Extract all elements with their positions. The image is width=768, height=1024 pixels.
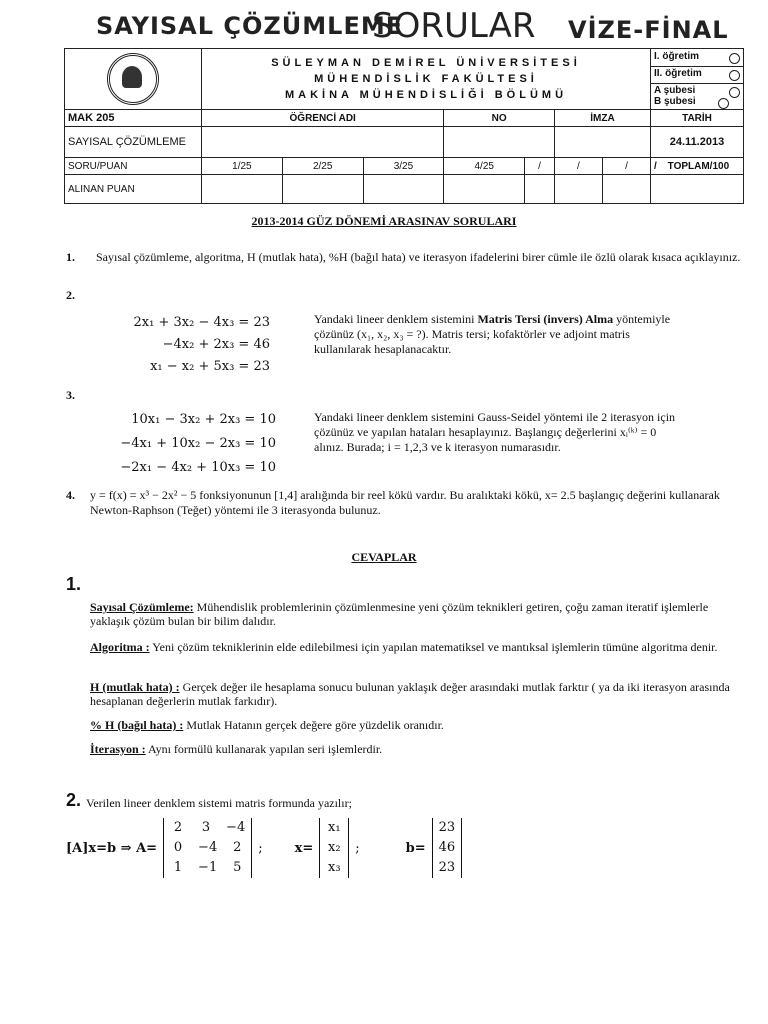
points-cell[interactable] xyxy=(363,175,444,204)
q1-text: Sayısal çözümleme, algoritma, H (mutlak hata), %H (bağıl hata) ve iterasyon ifadelerini birer cümle ile özlü olarak kısaca açıklayınız. xyxy=(96,250,741,264)
university-name: SÜLEYMAN DEMİREL ÜNİVERSİTESİ xyxy=(271,57,581,69)
q3-eq-2: −4x₁ + 10x₂ − 2x₃ = 10 xyxy=(120,436,276,451)
semicolon: ; xyxy=(258,840,263,856)
radio-circle-icon[interactable] xyxy=(729,70,740,81)
points-cell[interactable] xyxy=(651,175,744,204)
no-label: NO xyxy=(444,110,555,127)
radio-circle-icon[interactable] xyxy=(729,53,740,64)
points-cell[interactable] xyxy=(444,175,525,204)
points-cell[interactable] xyxy=(525,175,555,204)
radio-circle-icon[interactable] xyxy=(718,98,729,109)
answers-title: CEVAPLAR xyxy=(351,550,417,564)
vector-x: x₁ x₂ x₃ xyxy=(319,818,349,878)
q3-equations xyxy=(100,408,276,480)
q2-equations xyxy=(110,312,270,378)
score-cell: 3/25 xyxy=(363,158,444,175)
answer-item: H (mutlak hata) : Gerçek değer ile hesaplama sonucu bulunan yaklaşık değer arasındaki mutlak farktır ( ya da iki iterasyon arasında hesaplanan değerlerin mutlak farkıdır). xyxy=(90,680,730,708)
department-name: MAKİNA MÜHENDİSLİĞİ BÖLÜMÜ xyxy=(284,89,568,101)
score-cell: 1/25 xyxy=(202,158,283,175)
score-cell: / xyxy=(602,158,650,175)
q2-text: Yandaki lineer denklem sistemini Matris Tersi (invers) Alma yöntemiyle çözünüz (x₁, x₂, x₃ = ?). Matris tersi; kofaktörler ve adjoint matris kullanılarak hesaplanacaktır. xyxy=(314,312,671,356)
a1-number: 1. xyxy=(66,574,82,594)
q2-eq-3: x₁ − x₂ + 5x₃ = 23 xyxy=(150,359,270,374)
score-cell: 2/25 xyxy=(282,158,363,175)
q3-eq-1: 10x₁ − 3x₂ + 2x₃ = 10 xyxy=(131,412,276,427)
alinan-puan-label: ALINAN PUAN xyxy=(65,175,202,204)
x-label: x= xyxy=(294,840,314,856)
q3-number: 3. xyxy=(66,388,75,402)
answer-item: Sayısal Çözümleme: Mühendislik problemlerinin çözümlenmesine yeni çözüm teknikleri getiren, çoğu zaman iteratif işlemlerle yaklaşık çözüm bulan bir bilim dalıdır. xyxy=(90,600,709,628)
option-3[interactable]: A şubesi B şubesi xyxy=(651,84,744,110)
answer-item: % H (bağıl hata) : Mutlak Hatanın gerçek değere göre yüzdelik oranıdır. xyxy=(90,718,444,732)
answer-item: Algoritma : Yeni çözüm tekniklerinin elde edilebilmesi için yapılan matematiksel ve mantıksal işlemlerin tümüne algoritma denir. xyxy=(90,640,718,654)
course-code: MAK 205 xyxy=(65,110,202,127)
option-1[interactable]: I. öğretim xyxy=(651,49,744,67)
score-cell: / xyxy=(525,158,555,175)
points-cell[interactable] xyxy=(282,175,363,204)
university-logo-icon xyxy=(107,53,159,105)
handwritten-title-2: SORULAR xyxy=(372,6,536,46)
date-label: TARİH xyxy=(651,110,744,127)
university-heading xyxy=(202,49,651,110)
signature-label: İMZA xyxy=(554,110,650,127)
logo-cell xyxy=(65,49,202,110)
a2-number: 2. xyxy=(66,790,82,810)
option-2[interactable]: II. öğretim xyxy=(651,66,744,84)
exam-title: 2013-2014 GÜZ DÖNEMİ ARASINAV SORULARI xyxy=(251,214,517,228)
matrix-lhs: [A]x=b ⇒ A= xyxy=(66,840,158,856)
a2-text: Verilen lineer denklem sistemi matris formunda yazılır; xyxy=(86,796,352,810)
q3-eq-3: −2x₁ − 4x₂ + 10x₃ = 10 xyxy=(120,460,276,475)
score-cell: / xyxy=(554,158,602,175)
semicolon: ; xyxy=(355,840,360,856)
q3-text: Yandaki lineer denklem sistemini Gauss-Seidel yöntemi ile 2 iterasyon için çözünüz ve yapılan hataları hesaplayınız. Başlangıç değerlerini xᵢ⁽ᵏ⁾ = 0 alınız. Burada; i = 1,2,3 ve k iterasyon numarasıdır. xyxy=(314,410,676,454)
q2-eq-2: −4x₂ + 2x₃ = 46 xyxy=(162,337,270,352)
student-name-field[interactable] xyxy=(202,127,444,158)
exam-date: 24.11.2013 xyxy=(651,127,744,158)
handwritten-title-3: VİZE-FİNAL xyxy=(568,16,729,44)
vector-b: 23 46 23 xyxy=(432,818,463,878)
q4-number: 4. xyxy=(66,488,75,502)
points-cell[interactable] xyxy=(602,175,650,204)
no-field[interactable] xyxy=(444,127,555,158)
q2-number: 2. xyxy=(66,288,75,302)
q2-eq-1: 2x₁ + 3x₂ − 4x₃ = 23 xyxy=(133,315,270,330)
matrix-equation xyxy=(66,818,462,878)
total-cell: / TOPLAM/100 xyxy=(651,158,744,175)
matrix-A: 2 3 −4 0 −4 2 1 −1 5 xyxy=(163,818,252,878)
b-label: b= xyxy=(405,840,426,856)
faculty-name: MÜHENDİSLİK FAKÜLTESİ xyxy=(314,73,538,85)
points-cell[interactable] xyxy=(554,175,602,204)
radio-circle-icon[interactable] xyxy=(729,87,740,98)
header-table xyxy=(64,48,744,204)
q4-text: y = f(x) = x³ − 2x² − 5 fonksiyonunun [1,4] aralığında bir reel kökü vardır. Bu aralıktaki kökü, x= 2.5 başlangıç değerini kullanarak Newton-Raphson (Teğet) yöntemi ile 3 iterasyonda bulunuz. xyxy=(90,488,720,517)
course-name: SAYISAL ÇÖZÜMLEME xyxy=(65,127,202,158)
q1-number: 1. xyxy=(66,250,75,264)
student-name-label: ÖĞRENCİ ADI xyxy=(202,110,444,127)
answer-item: İterasyon : Aynı formülü kullanarak yapılan seri işlemlerdir. xyxy=(90,742,383,756)
score-cell: 4/25 xyxy=(444,158,525,175)
handwritten-title-1: SAYISAL ÇÖZÜMLEME xyxy=(96,12,404,40)
soru-puan-label: SORU/PUAN xyxy=(65,158,202,175)
signature-field[interactable] xyxy=(554,127,650,158)
points-cell[interactable] xyxy=(202,175,283,204)
